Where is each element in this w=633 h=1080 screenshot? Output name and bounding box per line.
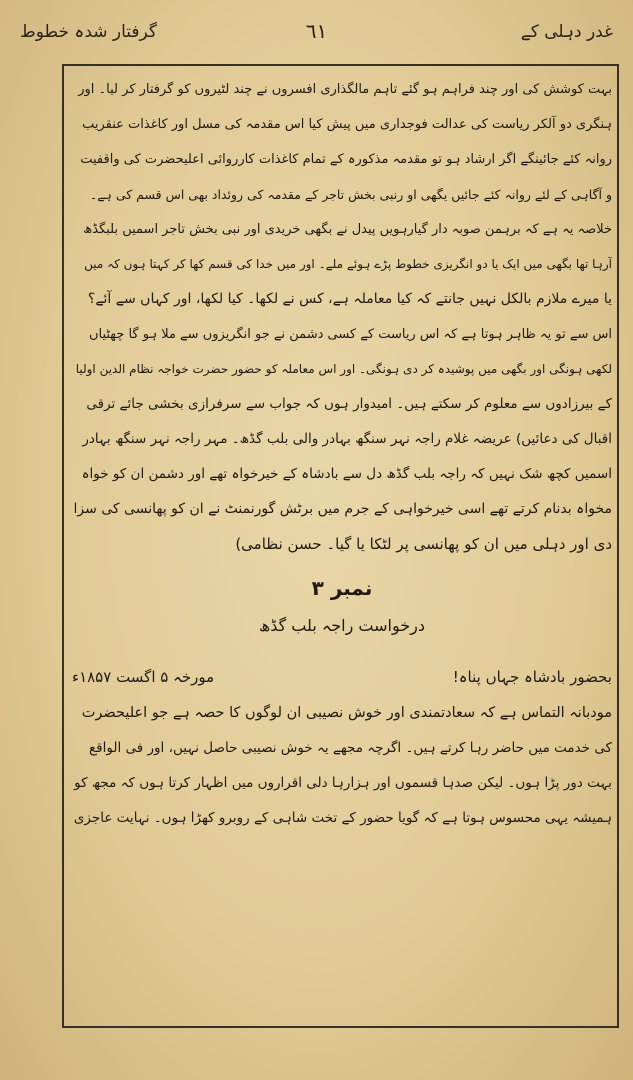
text-line: ہمیشہ یہی محسوس ہوتا ہے کہ گویا حضور کے تخت شاہی کے روبرو کھڑا ہوں۔ نہایت عاجزی <box>73 810 612 826</box>
text-line: کی خدمت میں حاضر رہا کرتے ہیں۔ اگرچہ مجھے یہ خوش نصیبی حاصل نہیں، اور فی الواقع <box>89 740 612 756</box>
text-line: اسمیں کچھ شک نہیں کہ راجہ بلب گڈھ دل سے بادشاہ کے خیرخواہ تھے اور دشمن ان کو خواہ <box>81 466 612 482</box>
section-title: درخواست راجہ بلب گڈھ <box>259 616 425 635</box>
text-line: آرہا تھا بگھی میں ایک یا دو انگریزی خطوط پڑے ہوئے ملے۔ اور میں خدا کی قسم کھا کر کہتا ہوں کہ میں <box>84 257 612 271</box>
text-line: کے بیرزادوں سے معلوم کر سکتے ہیں۔ امیدوار ہوں کہ جواب سے سرفرازی بخشی جائے ترقی <box>86 396 612 412</box>
text-line: بہت کوشش کی اور چند فراہم ہو گئے تاہم مالگذاری افسروں نے چند لٹیروں کو گرفتار کر لیا۔ اور <box>78 82 612 97</box>
body-text <box>72 72 612 562</box>
text-line: یا میرے ملازم بالکل نہیں جانتے کہ کیا معاملہ ہے، کس نے لکھا۔ کیا لکھا، اور کہاں سے آئے؟ <box>87 291 612 307</box>
text-line: مودبانہ التماس ہے کہ سعادتمندی اور خوش نصیبی ان لوگوں کا حصہ ہے جو اعلیحضرت <box>81 705 612 721</box>
text-line: اقبال کی دعائیں) عریضہ غلام راجہ نہر سنگھ بہادر والی بلب گڈھ۔ مہر راجہ نہر سنگھ بہادر <box>82 431 612 447</box>
text-line: و آگاہی کے لئے روانہ کئے جائیں یگھی او رنبی بخش تاجر کے مقدمہ کی روئداد بھی اس قسم کی ہے۔ <box>89 187 612 202</box>
page-content <box>72 72 612 1022</box>
text-line: اس سے تو یہ ظاہر ہوتا ہے کہ اس ریاست کے کسی دشمن نے جو انگریزوں سے ملا ہو گا چھٹیاں <box>88 327 612 342</box>
letter-salutation: بحضور بادشاہ جہاں پناہ! <box>452 668 612 686</box>
text-line: بہت دور پڑا ہوں۔ لیکن صدہا قسموں اور ہزارہا دلی اقراروں میں اظہار کرتا ہوں کہ مجھ کو <box>74 775 612 791</box>
text-line: مخواہ بدنام کرتے تھے اسی خیرخواہی کے جرم میں برٹش گورنمنٹ نے ان کو پھانسی کی سزا <box>73 501 612 517</box>
letter-heading <box>72 658 612 696</box>
text-line: روانہ کئے جائینگے اگر ارشاد ہو تو مقدمہ مذکورہ کے تمام کاغذات کارروائی اعلیحضرت کی واقفیت <box>80 152 612 167</box>
header-right-title: گرفتار شدہ خطوط <box>20 21 158 42</box>
letter-text <box>72 696 612 836</box>
text-line: لکھی ہونگی اور بگھی میں پوشیدہ کر دی ہونگی۔ اور اس معاملہ کو حضور حضرت خواجہ نظام الدین اولیا <box>75 362 612 376</box>
header-left-title: غدر دہلی کے <box>520 21 613 42</box>
text-line: دی اور دہلی میں ان کو پھانسی پر لٹکا یا گیا۔ حسن نظامی) <box>235 535 612 553</box>
text-line: ہنگری دو آلکر ریاست کی عدالت فوجداری میں پیش کیا اس مقدمہ کی مسل اور کاغذات عنقریب <box>82 117 612 132</box>
letter-date: مورخہ ۵ اگست ۱۸۵۷ء <box>72 668 215 686</box>
section-number: نمبر ۳ <box>311 576 373 600</box>
text-line: خلاصہ یہ ہے کہ برہمن صوبہ دار گیارہویں پیدل نے بگھی خریدی اور نبی بخش تاجر اسمیں بلبگڈھ <box>83 222 612 237</box>
running-header <box>20 14 613 48</box>
page-number: ٦١ <box>305 19 328 43</box>
